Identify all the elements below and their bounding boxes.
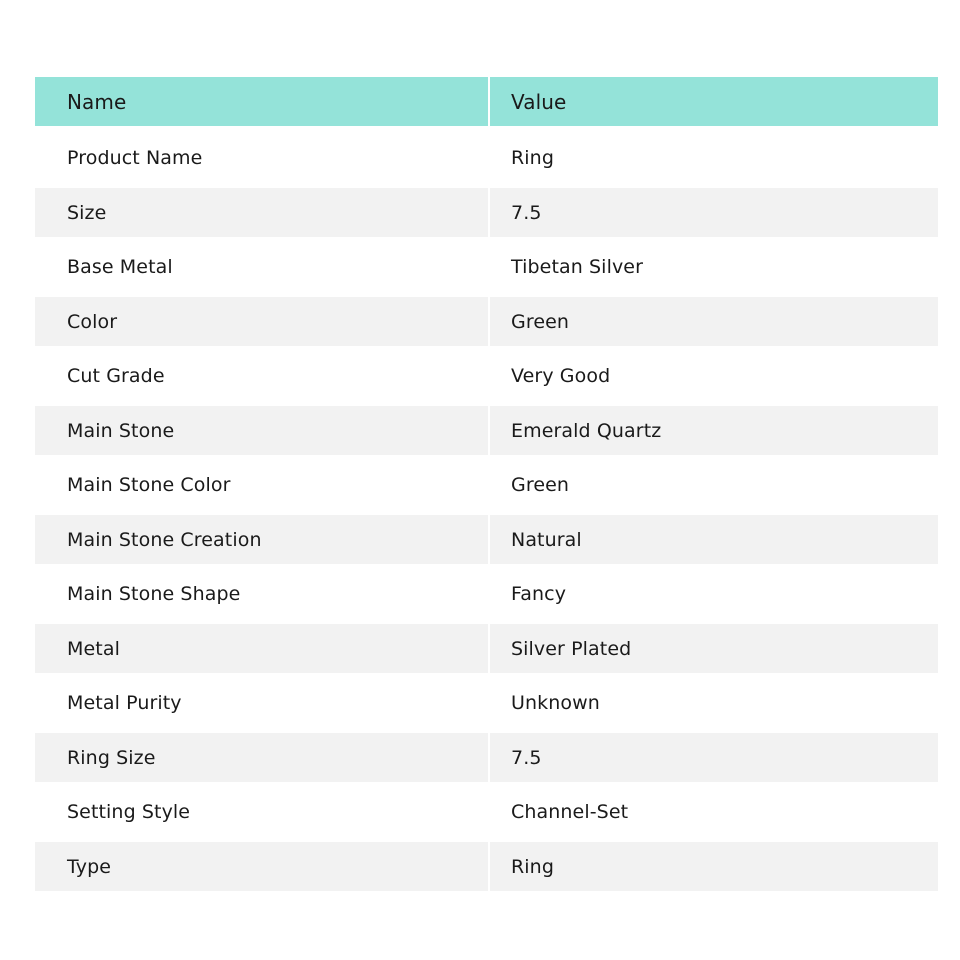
row-name-cell: Metal	[35, 624, 490, 673]
row-name-cell: Size	[35, 188, 490, 237]
row-name-cell: Main Stone Creation	[35, 515, 490, 564]
row-value-cell: Fancy	[511, 583, 567, 606]
table-row	[35, 567, 938, 622]
row-value-cell: 7.5	[511, 201, 542, 224]
table-row	[35, 240, 938, 295]
row-name-cell: Type	[35, 842, 490, 891]
header-value-cell: Value	[511, 89, 567, 114]
row-name-cell: Metal Purity	[35, 676, 490, 731]
row-name-cell: Color	[35, 297, 490, 346]
table-row	[35, 785, 938, 840]
product-attributes-table	[35, 77, 938, 894]
table-row	[35, 515, 938, 564]
row-value-cell: Unknown	[511, 692, 600, 715]
row-value-cell: Ring	[511, 147, 554, 170]
row-value-cell: Ring	[511, 855, 554, 878]
row-value-cell: Very Good	[511, 365, 611, 388]
row-name-cell: Main Stone Color	[35, 458, 490, 513]
row-value-cell: Tibetan Silver	[511, 256, 643, 279]
row-name-cell: Main Stone	[35, 406, 490, 455]
header-name-cell: Name	[35, 77, 490, 126]
row-name-cell: Product Name	[35, 131, 490, 186]
row-value-cell: Natural	[511, 528, 582, 551]
table-body	[35, 131, 938, 891]
table-row	[35, 676, 938, 731]
row-value-cell: Emerald Quartz	[511, 419, 662, 442]
table-row	[35, 188, 938, 237]
table-row	[35, 406, 938, 455]
row-value-cell: Green	[511, 474, 570, 497]
row-name-cell: Cut Grade	[35, 349, 490, 404]
row-value-cell: 7.5	[511, 746, 542, 769]
table-row	[35, 624, 938, 673]
row-value-cell: Silver Plated	[511, 637, 632, 660]
table-row	[35, 297, 938, 346]
row-name-cell: Setting Style	[35, 785, 490, 840]
row-value-cell: Channel-Set	[511, 801, 629, 824]
table-row	[35, 458, 938, 513]
row-name-cell: Ring Size	[35, 733, 490, 782]
row-value-cell: Green	[511, 310, 570, 333]
row-name-cell: Main Stone Shape	[35, 567, 490, 622]
table-row	[35, 842, 938, 891]
table-row	[35, 733, 938, 782]
table-row	[35, 131, 938, 186]
row-name-cell: Base Metal	[35, 240, 490, 295]
table-header-row	[35, 77, 938, 126]
table-row	[35, 349, 938, 404]
